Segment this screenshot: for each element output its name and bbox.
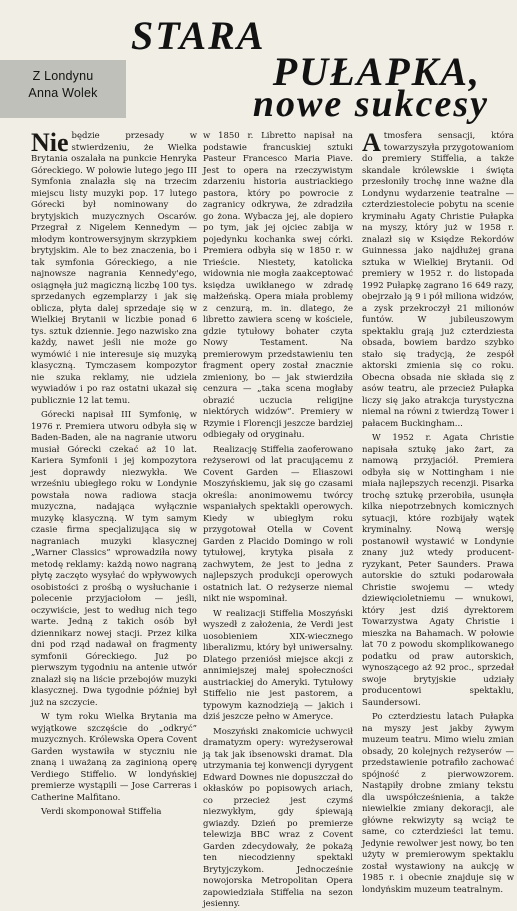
paragraph: Verdi skomponował Stiffelia	[41, 807, 162, 817]
paragraph: W realizacji Stiffelia Moszyński wyszedł z założenia, że Verdi jest uosobieniem XIX-wiecznego liberalizmu, który był uniwersalny. Dlatego przeniósł miejsce akcji z annimiejszej małej społeczności austriackiej do Ameryki. Tytułowy Stiffelio nie jest pastorem, a typowym kaznodzieją — jakich i dziś jeszcze pełno w Ameryce.	[203, 608, 353, 722]
article-column-1	[31, 128, 197, 817]
paragraph: Realizację Stiffelia zaoferowano reżyserowi od lat pracującemu z Covent Garden — Eliaszowi Moszyńskiemu, jak się go czasami określa: anonimowemu twórcy wspaniałych spektakli operowych. Kiedy w ubiegłym roku przygotował Otella w Covent Garden z Placido Domingo w roli tytułowej, krytyka pisała z zachwytem, że jest to jedna z najlepszych produkcji operowych ostatnich lat. O reżyserze niemal nikt nie wspominał.	[203, 444, 353, 604]
article-column-2	[203, 131, 353, 909]
paragraph: W 1952 r. Agata Christie napisała sztukę jako żart, za namową przyjaciół. Premiera odbyła się w Nottingham i nie miała najlepszych recenzji. Pisarka trochę sztukę przerobiła, usunęła kilka niepotrzebnych komicznych sytuacji, które rozbijały wątek kryminalny. Nową wersję postanowił wystawić w Londynie znany już wtedy producent-ryzykant, Peter Saunders. Prawa autorskie do sztuki podarowała Christie swojemu — wtedy dziewięcioletniemu — wnukowi, który jest dziś dyrektorem Towarzystwa Agaty Christie i mieszka na Bahamach. W połowie lat 70 z powodu skomplikowanego podatku od praw autorskich, wynoszącego aż 92 proc., sprzedał swoje brytyjskie udziały producentowi spektaklu, Saundersowi.	[362, 433, 514, 708]
paragraph: Po czterdziestu latach Pułapka na myszy jest jakby żywym muzeum teatru. Mimo wielu zmian obsady, 20 kolejnych reżyserów — przedstawienie potrafiło zachować spójność z pierwowzorem. Nastąpiły drobne zmiany tekstu dla uwspółcześnienia, a także niewielkie zmiany dekoracji, ale główne rekwizyty są wciąż te same, co czterdzieści lat temu. Jedynie rewolwer jest nowy, bo ten użyty w premierowym spektaklu został wystawiony na aukcję w 1985 r. i obecnie znajduje się w londyńskim muzeum teatralnym.	[362, 712, 514, 895]
article-column-3	[362, 128, 514, 895]
paragraph: w 1850 r. Libretto napisał na podstawie francuskiej sztuki Pasteur Francesco Maria Piave. Jest to opera na rzeczywistym zdarzeniu historia austriackiego pastora, który po powrocie z zagranicy odkrywa, że zdradziła go żona. Wybacza jej, ale dopiero po tym, jak jej ojciec zabija w pojedynku kochanka swej córki. Premiera odbyła się w 1850 r. w Trieście. Niestety, katolicka widownia nie mogła zaakceptować księdza uwikłanego w zdradę małżeńską. Opera miała problemy z cenzurą, m. in. dlatego, że libretto zawiera scenę w kościele, gdzie tytułowy bohater czyta Nowy Testament. Na premierowym przedstawieniu ten fragment opery został znacznie zmieniony, bo — jak stwierdziła cenzura — „taka scena mogłaby obrazić uczucia religijne niektórych widzów”. Premiery w Rzymie i Florencji jeszcze bardziej odbiegały od oryginału.	[203, 131, 353, 440]
paragraph: W tym roku Wielka Brytania ma wyjątkowe szczęście do „odkryć” muzycznych. Królewska Opera Covent Garden wystawiła w styczniu nie znaną i uważaną za zaginioną operę Verdiego Stiffelio. W londyńskiej premierze wystąpili — Jose Carreras i Catherine Malfitano.	[31, 712, 197, 803]
paragraph: Atmosfera sensacji, która towarzyszyła przygotowaniom do premiery Stiffelia, a także skandale królewskie i święta przesłoniły trochę inne ważne dla Londynu wydarzenie teatralne — czterdziestolecie pobytu na scenie kryminału Agaty Christie Pułapka na myszy, który już w 1958 r. znalazł się w Księdze Rekordów Guinnessa jako najdłużej grana sztuka w Wielkiej Brytanii. Od premiery w 1952 r. do listopada 1992 Pułapkę zagrano 16 649 razy, obejrzało ją 9 i pół miliona widzów, a zysk przekroczył 21 milionów funtów. W jubileuszowym spektaklu grają już czterdziesta obsada, bowiem bardzo szybko stało się tradycją, że zespół aktorski zmienia się co roku. Obecna obsada nie składa się z asów teatru, ale przecież Pułapka liczy się jako atrakcja turystyczna niemal na równi z twierdzą Tower i pałacem Buckingham...	[362, 128, 514, 429]
paragraph: Górecki napisał III Symfonię, w 1976 r. Premiera utworu odbyła się w Baden-Baden, ale na nagranie utworu musiał Górecki czekać aż 10 lat. Kariera Symfonii i jej kompozytora jest doprawdy niezwykła. We wrześniu ubiegłego roku w Londynie powstała nowa radiowa stacja muzyczna, nadająca wyłącznie muzykę klasyczną. W tym samym czasie firma specjalizująca się w nagraniach muzyki klasycznej „Warner Classics” wprowadziła nowy metodę reklamy: każdą nowo nagraną płytę zaczęto wysyłać do wpływowych osobistości z prośbą o wysłuchanie i polecenie przyjaciołom — jeśli, oczywiście, jest to według nich tego warte. Jedną z takich osób był dziennikarz nowej stacji. Przez kilka dni pod rząd nadawał on fragmenty symfonii Góreckiego. Już po pierwszym tygodniu na antenie utwór znalazł się na liście przebojów muzyki klasycznej. Dwa tygodnie później był już na szczycie.	[31, 410, 197, 708]
drop-cap: Nie	[31, 128, 69, 157]
kicker-author: Anna Wolek	[28, 86, 98, 100]
headline-line-3: nowe sukcesy	[252, 83, 489, 125]
headline-line-2: PUŁAPKA,	[272, 49, 481, 94]
paragraph: Nie będzie przesady w stwierdzeniu, że Wielka Brytania oszalała na punkcie Henryka Góreckiego. W połowie lutego jego III Symfonia znalazła się na trzecim miejscu listy muzyki pop. 17 lutego Górecki był nominowany do brytyjskich muzycznych Oscarów. Przegrał z Nigelem Kennedym — młodym kontrowersyjnym skrzypkiem brytyjskim. Ale to bez znaczenia, bo i tak symfonia Góreckiego, a nie najnowsze nagrania Kennedy'ego, osiągnęła już magiczną liczbę 100 tys. sprzedanych egzemplarzy i jak się obliczа, płyta dalej sprzedaje się w Wielkiej Brytanii w liczbie ponad 6 tys. sztuk dziennie. Jego nazwisko zna każdy, nawet jeśli nie może go wymówić i nie interesuje się muzyką klasyczną. Tymczasem kompozytor nie szukа reklamy, nie udziela wywiadów i po raz ostatni ukazał się publicznie 12 lat temu.	[31, 128, 197, 406]
headline-line-1: STARA	[131, 13, 266, 58]
drop-cap: A	[362, 128, 381, 157]
kicker-location: Z Londynu	[32, 69, 94, 83]
paragraph: Moszyński znakomicie uchwycił dramatyzm opery: wyreżyserował ją tak jak ibsenowski dramat. Dla utrzymania tej konwencji dyrygent Edward Downes nie dopuszczał do okłasków po popisowych ariach, co przecież jest czymś niezwykłym, gdy śpiewają gwiazdy. Dzień po premierze telewizja BBC wraz z Covent Garden zdecydowały, że pokażą ten niecodzienny spektakl Brytyjczykom. Jednocześnie nowojorska Metropolitan Opera zapowiedziała Stiffelia na sezon jesienny.	[203, 726, 353, 909]
